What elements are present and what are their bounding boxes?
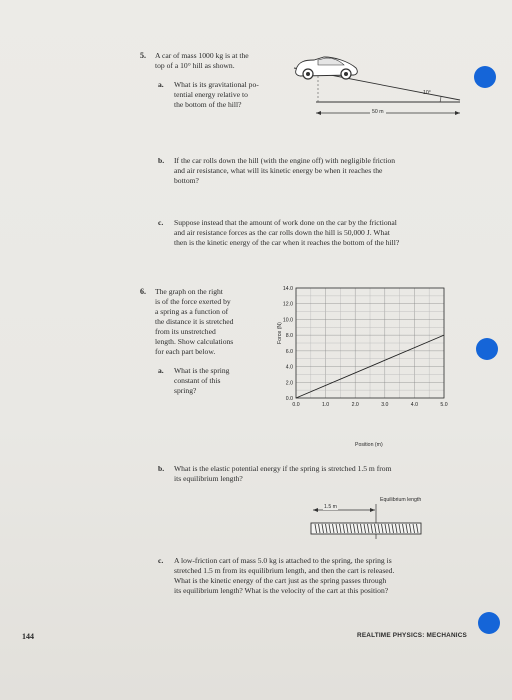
distance-label: 50 m [372, 109, 384, 115]
angle-label: 10° [423, 90, 431, 96]
problem-6-intro-5: from its unstretched [155, 327, 216, 336]
chart-y-tick-label: 4.0 [285, 364, 293, 371]
problem-5-intro-2: top of a 10° hill as shown. [155, 61, 235, 70]
chart-y-tick-label: 8.0 [285, 333, 293, 340]
blue-marker-dot-3 [478, 612, 500, 634]
problem-6-number: 6. [140, 287, 146, 296]
chart-x-axis-label: Position (m) [355, 442, 383, 448]
distance-arrow-left [316, 111, 321, 115]
problem-6c-text-2: stretched 1.5 m from its equilibrium length, and then the cart is released. [174, 566, 395, 575]
problem-6b-label: b. [158, 464, 165, 473]
blue-marker-dot-1 [474, 66, 496, 88]
problem-5b-text-2: and air resistance, what will its kinetic energy be when it reaches the [174, 166, 383, 175]
problem-5a-text-1: What is its gravitational po- [174, 80, 259, 89]
problem-5c-text-1: Suppose instead that the amount of work done on the car by the frictional [174, 218, 397, 227]
blue-marker-dot-2 [476, 338, 498, 360]
problem-5a-label: a. [158, 80, 164, 89]
chart-y-tick-label: 10.0 [282, 317, 293, 324]
stretch-arrow-right [370, 508, 375, 512]
chart-y-tick-label: 14.0 [282, 286, 293, 292]
problem-6-intro-4: the distance it is stretched [155, 317, 234, 326]
problem-5b-text-3: bottom? [174, 176, 199, 185]
problem-5-number: 5. [140, 51, 146, 60]
spring-force-chart [270, 280, 470, 420]
chart-y-tick-label: 0.0 [285, 396, 293, 402]
problem-6-intro-7: for each part below. [155, 347, 216, 356]
problem-6a-label: a. [158, 366, 164, 375]
chart-x-tick-label: 4.0 [410, 402, 419, 408]
problem-5c-text-3: then is the kinetic energy of the car when it reaches the bottom of the hill? [174, 238, 400, 247]
chart-y-tick-label: 2.0 [285, 380, 293, 387]
problem-6c-text-1: A low-friction cart of mass 5.0 kg is attached to the spring, the spring is [174, 556, 392, 565]
spring-body [311, 523, 421, 534]
book-title: REALTIME PHYSICS: MECHANICS [357, 632, 468, 639]
problem-6b-text-1: What is the elastic potential energy if the spring is stretched 1.5 m from [174, 464, 392, 473]
chart-x-tick-label: 3.0 [381, 402, 389, 408]
problem-5b-label: b. [158, 156, 165, 165]
chart-x-tick-label: 0.0 [292, 402, 300, 408]
problem-6-intro-1: The graph on the right [155, 287, 223, 296]
problem-6b-text-2: its equilibrium length? [174, 474, 243, 483]
stretch-label: 1.5 m [324, 504, 337, 510]
problem-6c-text-4: its equilibrium length? What is the velocity of the cart at this position? [174, 586, 389, 595]
problem-5a-text-3: the bottom of the hill? [174, 100, 242, 109]
car-icon [296, 57, 358, 79]
problem-6-intro-2: is of the force exerted by [155, 297, 231, 306]
problem-5c-text-2: and air resistance forces as the car rolls down the hill is 50,000 J. What [174, 228, 390, 237]
spring-figure [305, 495, 445, 540]
chart-y-tick-label: 6.0 [285, 348, 293, 355]
problem-6a-text-2: constant of this [174, 376, 221, 385]
equilibrium-label: Equilibrium length [380, 497, 422, 503]
problem-6a-text-1: What is the spring [174, 366, 230, 375]
problem-5-intro-1: A car of mass 1000 kg is at the [155, 51, 249, 60]
problem-5c-label: c. [158, 218, 164, 227]
chart-x-tick-label: 1.0 [321, 402, 330, 408]
chart-y-tick-label: 12.0 [282, 301, 293, 308]
stretch-arrow-left [313, 508, 318, 512]
problem-6-intro-3: a spring as a function of [155, 307, 229, 316]
problem-6a-text-3: spring? [174, 386, 197, 395]
angle-arc [440, 96, 441, 102]
problem-5a-text-2: tential energy relative to [174, 90, 248, 99]
chart-y-axis-label: Force (N) [277, 322, 283, 344]
page-number: 144 [22, 632, 34, 641]
problem-6c-text-3: What is the kinetic energy of the cart just as the spring passes through [174, 576, 387, 585]
problem-6-intro-6: length. Show calculations [155, 337, 234, 346]
chart-x-tick-label: 5.0 [440, 402, 448, 408]
distance-arrow-right [455, 111, 460, 115]
chart-x-tick-label: 2.0 [351, 402, 359, 408]
problem-5b-text-1: If the car rolls down the hill (with the engine off) with negligible friction [174, 156, 396, 165]
problem-6c-label: c. [158, 556, 164, 565]
